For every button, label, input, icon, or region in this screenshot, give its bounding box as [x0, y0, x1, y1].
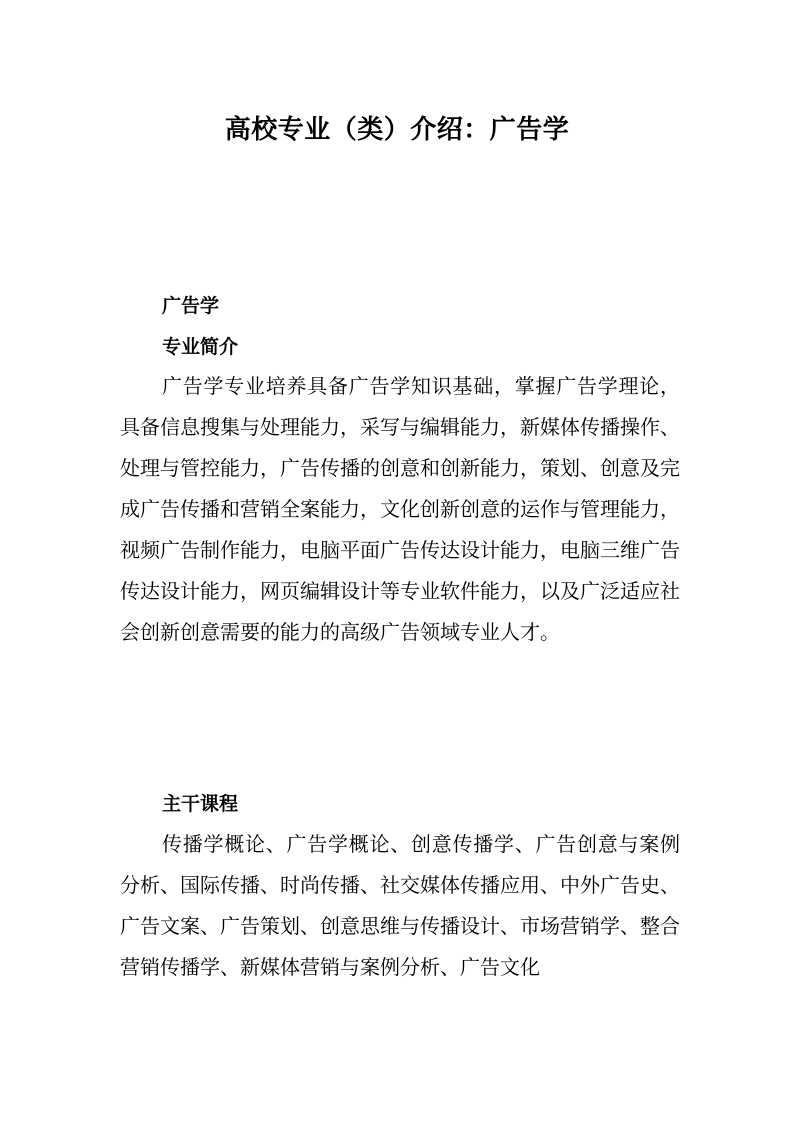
major-name-heading: 广告学 [162, 295, 220, 317]
document-title: 高校专业（类）介绍：广告学 [224, 115, 570, 145]
courses-heading: 主干课程 [162, 793, 239, 815]
courses-paragraph: 传播学概论、广告学概论、创意传播学、广告创意与案例分析、国际传播、时尚传播、社交媒体传播应用、中外广告史、广告文案、广告策划、创意思维与传播设计、市场营销学、整合营销传播学、新媒体营销与案例分析、广告文化 [120, 832, 680, 979]
intro-heading: 专业简介 [162, 336, 239, 358]
intro-paragraph: 广告学专业培养具备广告学知识基础，掌握广告学理论，具备信息搜集与处理能力，采写与编辑能力，新媒体传播操作、处理与管控能力，广告传播的创意和创新能力，策划、创意及完成广告传播和营销全案能力，文化创新创意的运作与管理能力，视频广告制作能力，电脑平面广告传达设计能力，电脑三维广告传达设计能力，网页编辑设计等专业软件能力，以及广泛适应社会创新创意需要的能力的高级广告领域专业人才。 [120, 374, 680, 644]
